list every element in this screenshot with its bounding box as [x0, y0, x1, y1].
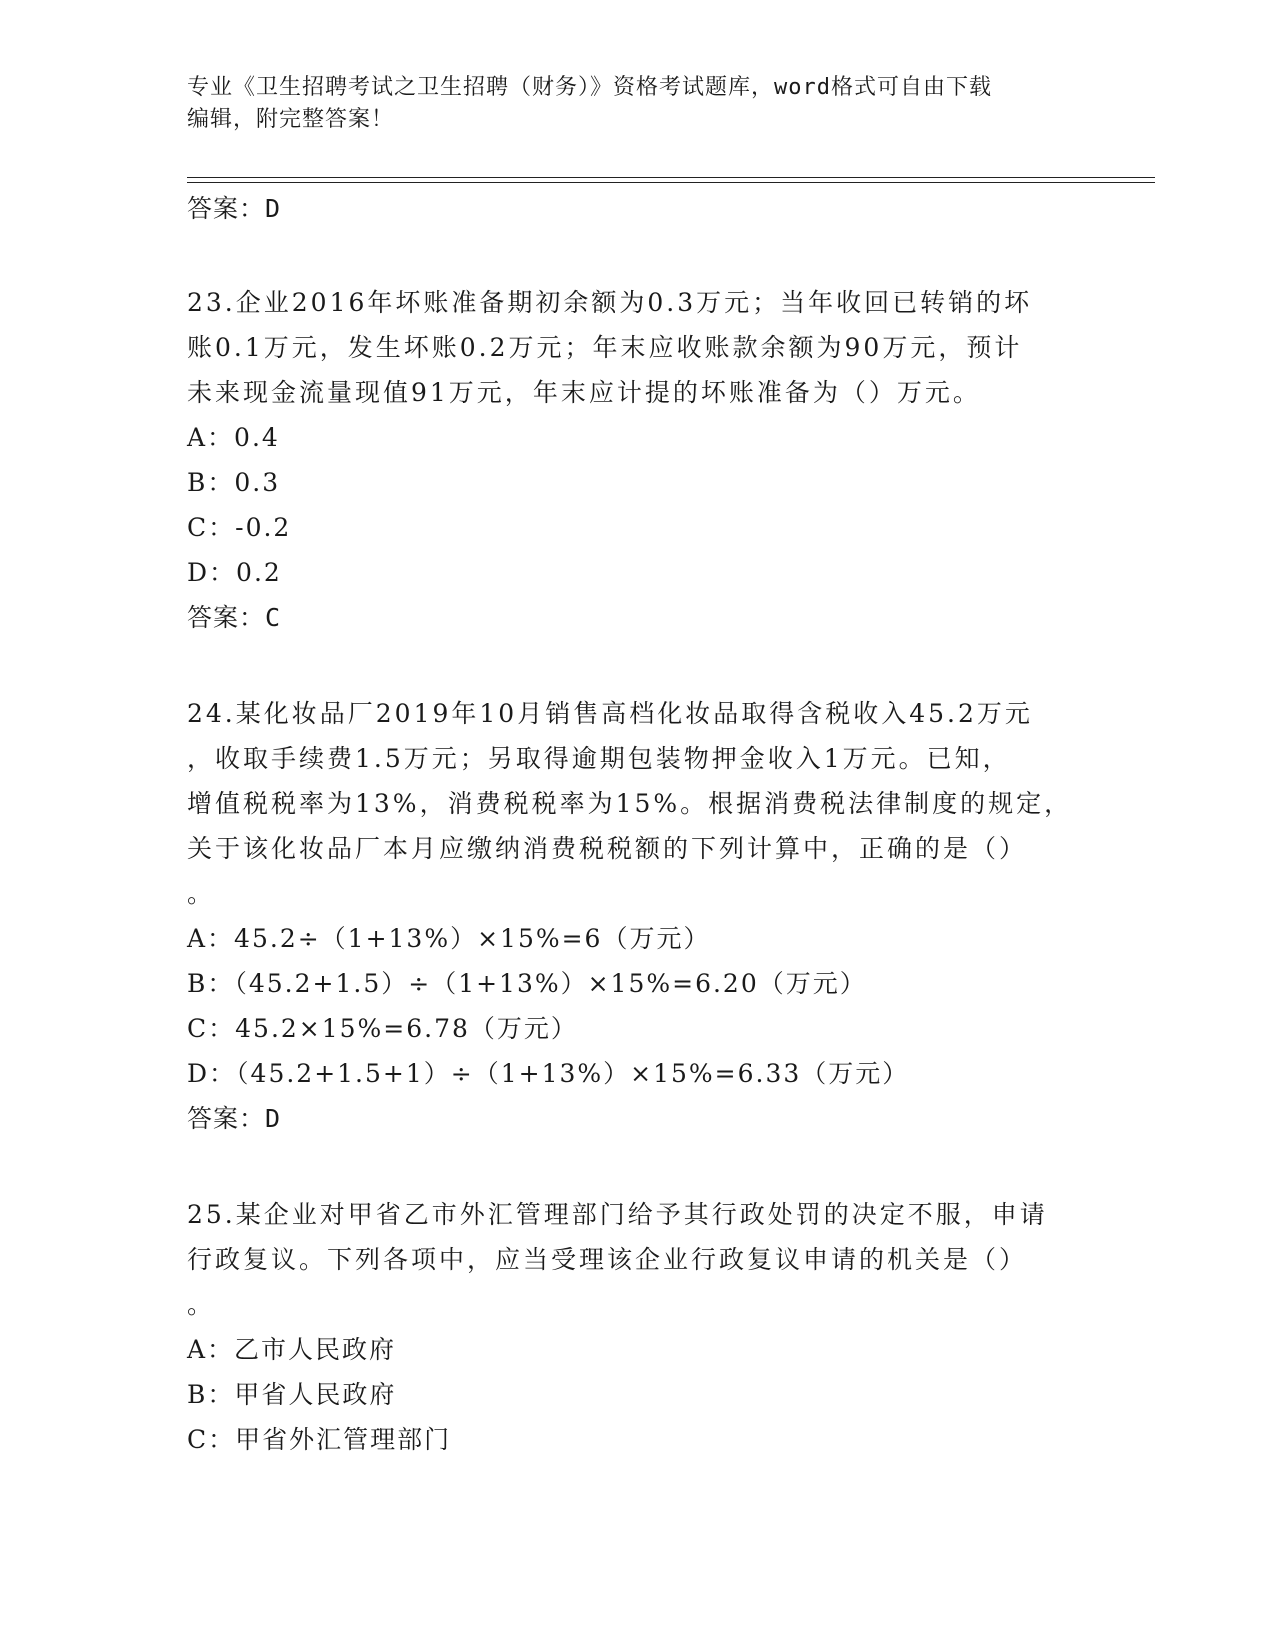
stem-line: 行政复议。下列各项中，应当受理该企业行政复议申请的机关是（）: [187, 1245, 1028, 1274]
question-24: [187, 691, 1147, 1142]
question-stem: [187, 280, 1147, 415]
option-b: B：甲省人民政府: [187, 1380, 397, 1409]
header-line-1: 专业《卫生招聘考试之卫生招聘（财务）》资格考试题库，word格式可自由下载: [187, 75, 992, 100]
stem-line: 增值税税率为13%，消费税税率为15%。根据消费税法律制度的规定，: [187, 789, 1073, 818]
header-line-2: 编辑，附完整答案！: [187, 107, 395, 132]
stem-line: 关于该化妆品厂本月应缴纳消费税税额的下列计算中，正确的是（）: [187, 834, 1028, 863]
question-25: [187, 1192, 1147, 1462]
option-b: B：（45.2+1.5）÷（1+13%）×15%=6.20（万元）: [187, 969, 867, 998]
answer-line: 答案：D: [187, 1104, 282, 1133]
stem-line: 。: [187, 1290, 216, 1319]
stem-line: 25.某企业对甲省乙市外汇管理部门给予其行政处罚的决定不服，申请: [187, 1200, 1048, 1229]
stem-line: 23.企业2016年坏账准备期初余额为0.3万元；当年收回已转销的坏: [187, 288, 1033, 317]
question-stem: [187, 1192, 1147, 1327]
option-a: A：乙市人民政府: [187, 1335, 397, 1364]
document-body: [187, 186, 1147, 1462]
option-c: C：-0.2: [187, 513, 292, 542]
answer-line: 答案：D: [187, 194, 282, 223]
option-c: C：45.2×15%=6.78（万元）: [187, 1014, 578, 1043]
option-a: A：45.2÷（1+13%）×15%=6（万元）: [187, 924, 711, 953]
stem-line: 24.某化妆品厂2019年10月销售高档化妆品取得含税收入45.2万元: [187, 699, 1033, 728]
option-c: C：甲省外汇管理部门: [187, 1425, 452, 1454]
option-a: A：0.4: [187, 423, 280, 452]
stem-line: 。: [187, 879, 216, 908]
stem-line: 未来现金流量现值91万元，年末应计提的坏账准备为（）万元。: [187, 378, 981, 407]
answer-line: 答案：C: [187, 603, 282, 632]
option-b: B：0.3: [187, 468, 281, 497]
header-rule-top: [187, 177, 1155, 178]
question-23: [187, 280, 1147, 641]
option-d: D：（45.2+1.5+1）÷（1+13%）×15%=6.33（万元）: [187, 1059, 910, 1088]
header-rule-bottom: [187, 182, 1155, 183]
option-d: D：0.2: [187, 558, 282, 587]
stem-line: ，收取手续费1.5万元；另取得逾期包装物押金收入1万元。已知，: [187, 744, 1011, 773]
question-stem: [187, 691, 1147, 916]
page-header: [187, 72, 1087, 136]
stem-line: 账0.1万元，发生坏账0.2万元；年末应收账款余额为90万元，预计: [187, 333, 1023, 362]
